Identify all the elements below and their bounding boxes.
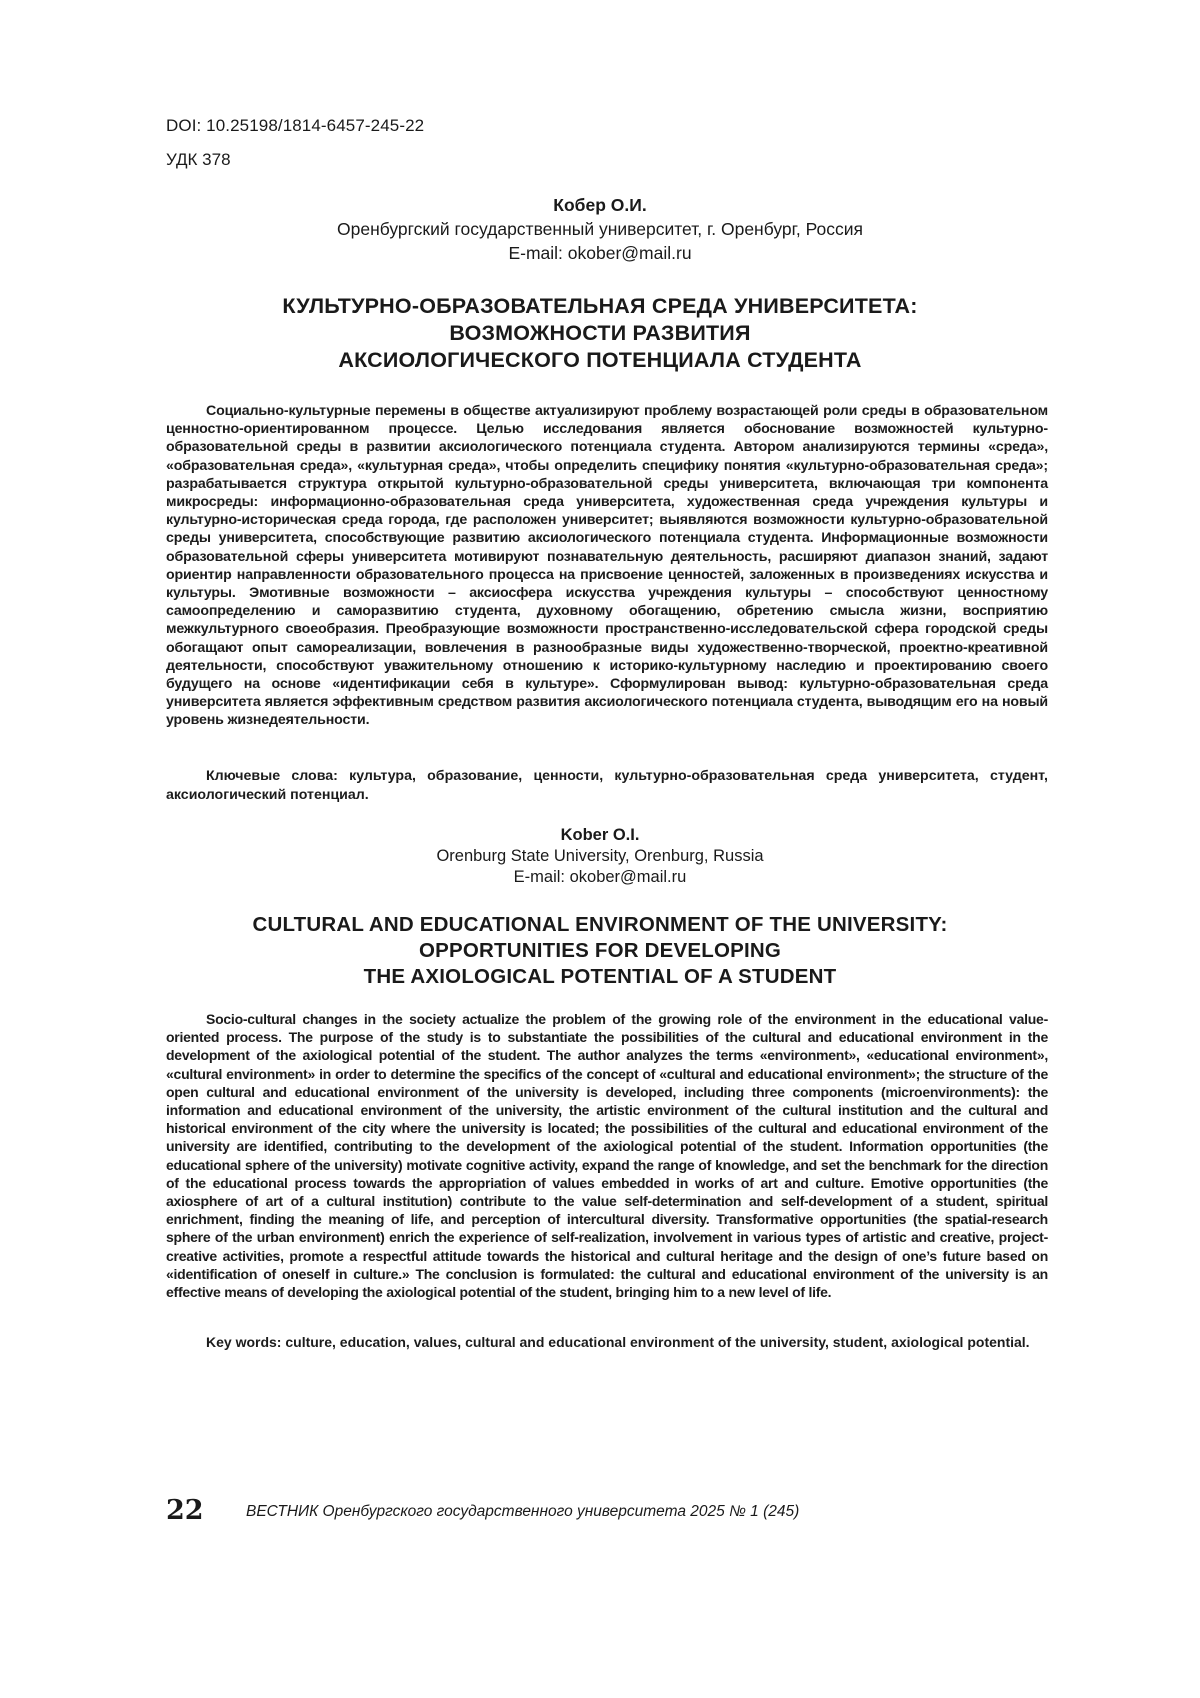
email-en: E-mail: okober@mail.ru (166, 867, 1034, 888)
title-line: THE AXIOLOGICAL POTENTIAL OF A STUDENT (120, 964, 1080, 990)
author-name-en: Kober O.I. (166, 825, 1034, 846)
abstract-ru: Социально-культурные перемены в обществе актуализируют проблему возрастающей роли среды в образовательном ценностно-ориентированном процессе. Целью исследования является обоснование возможностей культурно-образовательной среды в развитии аксиологического потенциала студента. Автором анализируются термины «среда», «образовательная среда», «культурная среда», чтобы определить специфику понятия «культурно-образовательная среда»; разрабатывается структура открытой культурно-образовательной среды университета, включающая три компонента микросреды: информационно-образовательная среда университета, художественная среда учреждения культуры и культурно-историческая среда города, где расположен университет; выявляются возможности культурно-образовательной среды университета, способствующие развитию аксиологического потенциала студента. Информационные возможности образовательной сферы университета мотивируют познавательную деятельность, расширяют диапазон знаний, задают ориентир направленности образовательного процесса на присвоение ценностей, заложенных в произведениях искусства и культуры. Эмотивные возможности – аксиосфера искусства учреждения культуры – способствуют ценностному самоопределению и саморазвитию студента, духовному обогащению, обретению смысла жизни, восприятию межкультурного своеобразия. Преобразующие возможности пространственно-исследовательской сфера городской среды обогащают опыт самореализации, вовлечения в разнообразные виды художественно-творческой, проектно-креативной деятельности, способствуют уважительному отношению к историко-культурному наследию и проектированию своего будущего на основе «идентификации себя в культуре». Сформулирован вывод: культурно-образовательная среда университета является эффективным средством развития аксиологического потенциала студента, выводящим его на новый уровень жизнедеятельности. (166, 402, 1048, 730)
doi: DOI: 10.25198/1814-6457-245-22 (166, 116, 424, 136)
udk-code: УДК 378 (166, 150, 231, 170)
keywords-en: Key words: culture, education, values, cultural and educational environment of the university, student, axiological potential. (166, 1333, 1048, 1352)
page-number: 22 (166, 1495, 204, 1527)
journal-name: ВЕСТНИК Оренбургского государственного университета 2025 № 1 (245) (246, 1502, 799, 1522)
article-title-en (120, 912, 1080, 990)
article-title-ru (120, 293, 1080, 374)
abstract-en: Socio-cultural changes in the society actualize the problem of the growing role of the environment in the educational value-oriented process. The purpose of the study is to substantiate the possibilities of the cultural and educational environment in the development of the axiological potential of the student. The author analyzes the terms «environment», «educational environment», «cultural environment» in order to determine the specifics of the concept of «cultural and educational environment»; the structure of the open cultural and educational environment of the university is developed, including three components (microenvironments): the information and educational environment of the university, the artistic environment of the cultural institution and the cultural and historical environment of the city where the university is located; the possibilities of the cultural and educational environment of the university are identified, contributing to the development of the axiological potential of the student. Information opportunities (the educational sphere of the university) motivate cognitive activity, expand the range of knowledge, and set the benchmark for the direction of the educational process towards the appropriation of values embedded in works of art and culture. Emotive opportunities (the axiosphere of art of a cultural institution) contribute to the value self-determination and self-development of a student, spiritual enrichment, finding the meaning of life, and perception of intercultural diversity. Transformative opportunities (the spatial-research sphere of the urban environment) enrich the experience of self-realization, involvement in various types of artistic and creative, project-creative activities, promote a respectful attitude towards the historical and cultural heritage and the design of one’s future based on «identification of oneself in culture.» The conclusion is formulated: the cultural and educational environment of the university is an effective means of developing the axiological potential of the student, bringing him to a new level of life. (166, 1010, 1048, 1301)
title-line: CULTURAL AND EDUCATIONAL ENVIRONMENT OF THE UNIVERSITY: (120, 912, 1080, 938)
keywords-ru: Ключевые слова: культура, образование, ценности, культурно-образовательная среда университета, студент, аксиологический потенциал. (166, 767, 1048, 804)
author-block-ru (166, 193, 1034, 265)
author-name-ru: Кобер О.И. (166, 193, 1034, 217)
page-footer (166, 1495, 1046, 1529)
affiliation-ru: Оренбургский государственный университет, г. Оренбург, Россия (166, 217, 1034, 241)
email-ru: E-mail: okober@mail.ru (166, 241, 1034, 265)
title-line: ВОЗМОЖНОСТИ РАЗВИТИЯ (120, 320, 1080, 347)
author-block-en (166, 825, 1034, 888)
title-line: КУЛЬТУРНО-ОБРАЗОВАТЕЛЬНАЯ СРЕДА УНИВЕРСИТЕТА: (120, 293, 1080, 320)
affiliation-en: Orenburg State University, Orenburg, Russia (166, 846, 1034, 867)
title-line: АКСИОЛОГИЧЕСКОГО ПОТЕНЦИАЛА СТУДЕНТА (120, 347, 1080, 374)
title-line: OPPORTUNITIES FOR DEVELOPING (120, 938, 1080, 964)
